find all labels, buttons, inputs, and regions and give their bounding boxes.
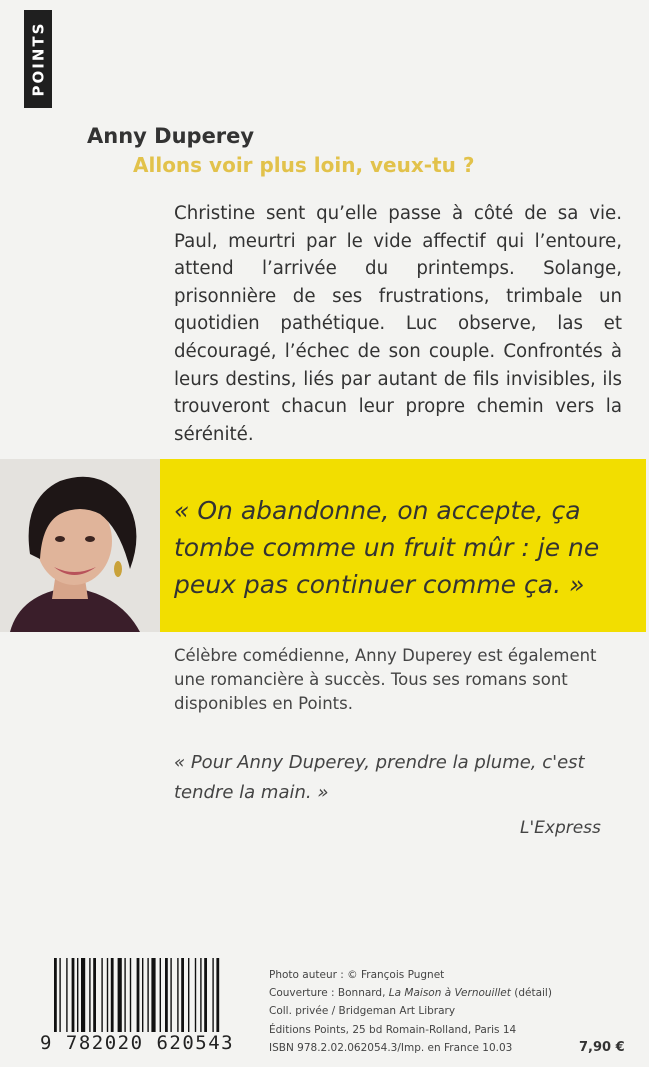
isbn-barcode	[40, 958, 258, 1058]
points-logo	[24, 10, 52, 108]
points-logo-text: POINTS	[29, 21, 48, 97]
book-summary: Christine sent qu’elle passe à côté de sa vie. Paul, meurtri par le vide affectif qui l’entoure, attend l’arrivée du printemps. Solange, prisonnière de ses frustrations, trimbale un quotidien pathétique. Luc observe, las et découragé, l’échec de son couple. Confrontés à leurs destins, liés par autant de fils invisibles, ils trouveront chacun leur propre chemin vers la sérénité.	[174, 203, 622, 445]
press-source: L'Express	[520, 818, 601, 838]
credits-block	[269, 966, 552, 1057]
author-photo	[0, 459, 160, 632]
book-title: Allons voir plus loin, veux-tu ?	[133, 153, 475, 177]
author-bio: Célèbre comédienne, Anny Duperey est également une romancière à succès. Tous ses romans sont disponibles en Points.	[174, 646, 597, 713]
price: 7,90 €	[579, 1040, 625, 1055]
author-name: Anny Duperey	[87, 124, 255, 148]
credit-photo: Photo auteur : © François Pugnet	[269, 969, 445, 981]
author-portrait-illustration	[0, 459, 160, 632]
press-quote: « Pour Anny Duperey, prendre la plume, c'est tendre la main. »	[174, 752, 585, 803]
barcode-bars	[54, 958, 254, 1038]
credit-collection: Coll. privée / Bridgeman Art Library	[269, 1005, 456, 1018]
credit-publisher: Éditions Points, 25 bd Romain-Rolland, Paris 14	[269, 1023, 517, 1036]
barcode-number: 9 782020 620543	[40, 1032, 258, 1054]
credit-isbn: ISBN 978.2.02.062054.3/Imp. en France 10.03	[269, 1041, 513, 1054]
credit-cover: Couverture : Bonnard, La Maison à Vernouillet (détail)	[269, 987, 552, 1000]
author-quote: « On abandonne, on accepte, ça tombe comme un fruit mûr : je ne peux pas continuer comme ça. »	[174, 496, 600, 599]
